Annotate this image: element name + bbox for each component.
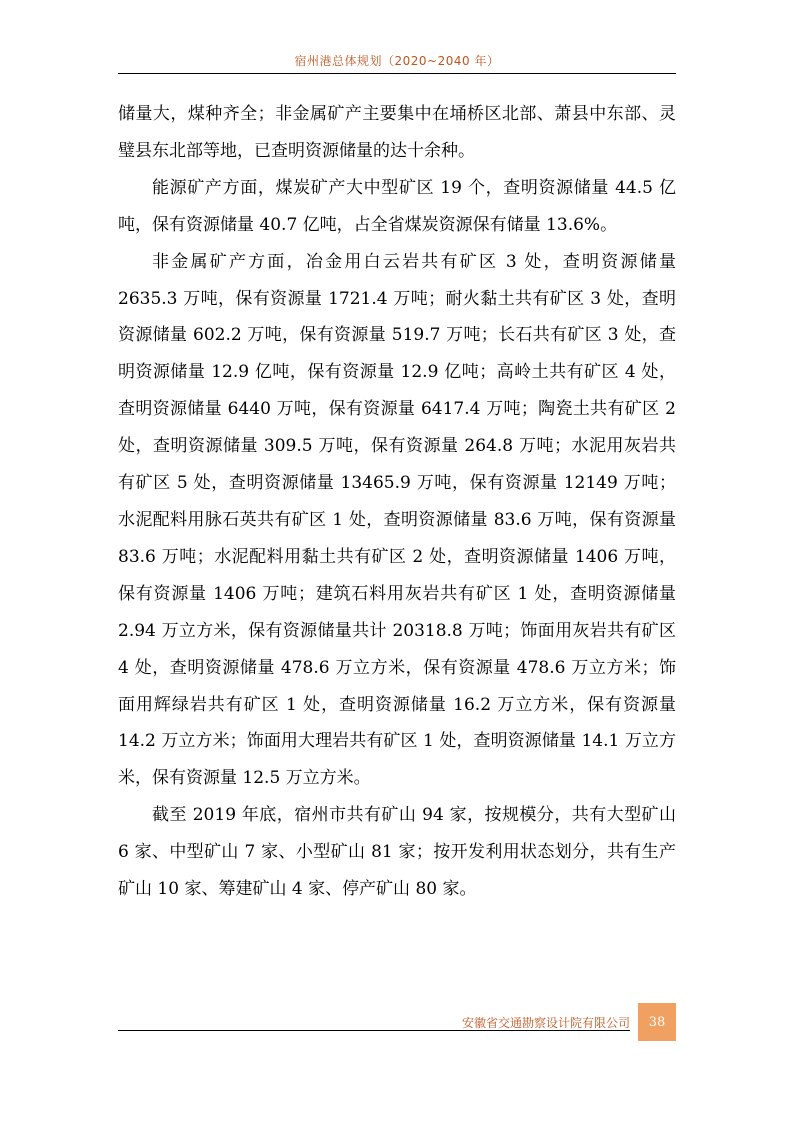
paragraph-mines-summary: 截至 2019 年底，宿州市共有矿山 94 家，按规模分，共有大型矿山 6 家、中型矿山 7 家、小型矿山 81 家；按开发利用状态划分，共有生产矿山 10 家、筹建矿山 4 家、停产矿山 80 家。 bbox=[118, 805, 676, 900]
document-body bbox=[118, 96, 676, 908]
footer-company-name: 安徽省交通勘察设计院有限公司 bbox=[461, 1016, 630, 1030]
page-header-title: 宿州港总体规划（2020~2040 年） bbox=[294, 54, 500, 68]
header-divider bbox=[118, 73, 676, 74]
paragraph-energy-minerals: 能源矿产方面，煤炭矿产大中型矿区 19 个，查明资源储量 44.5 亿吨，保有资源储量 40.7 亿吨，占全省煤炭资源保有储量 13.6%。 bbox=[118, 177, 676, 235]
paragraph-continued: 储量大，煤种齐全；非金属矿产主要集中在埇桥区北部、萧县中东部、灵璧县东北部等地，已查明资源储量的达十余种。 bbox=[118, 104, 676, 161]
footer-divider bbox=[118, 1030, 630, 1031]
page-number: 38 bbox=[648, 1014, 666, 1030]
paragraph-nonmetal-minerals: 非金属矿产方面，冶金用白云岩共有矿区 3 处，查明资源储量 2635.3 万吨，保有资源量 1721.4 万吨；耐火黏土共有矿区 3 处，查明资源储量 602.2 万吨，保有资源量 519.7 万吨；长石共有矿区 3 处，查明资源储量 12.9 亿吨，保有资源量 12.9 亿吨；高岭土共有矿区 4 处，查明资源储量 6440 万吨，保有资源量 6417.4 万吨；陶瓷土共有矿区 2 处，查明资源储量 309.5 万吨，保有资源量 264.8 万吨；水泥用灰岩共有矿区 5 处，查明资源储量 13465.9 万吨，保有资源量 12149 万吨；水泥配料用脉石英共有矿区 1 处，查明资源储量 83.6 万吨，保有资源量 83.6 万吨；水泥配料用黏土共有矿区 2 处，查明资源储量 1406 万吨，保有资源量 1406 万吨；建筑石料用灰岩共有矿区 1 处，查明资源储量 2.94 万立方米，保有资源储量共计 20318.8 万吨；饰面用灰岩共有矿区 4 处，查明资源储量 478.6 万立方米，保有资源量 478.6 万立方米；饰面用辉绿岩共有矿区 1 处，查明资源储量 16.2 万立方米，保有资源量 14.2 万立方米；饰面用大理岩共有矿区 1 处，查明资源储量 14.1 万立方米，保有资源量 12.5 万立方米。 bbox=[118, 251, 676, 789]
page-number-badge bbox=[638, 1003, 676, 1041]
